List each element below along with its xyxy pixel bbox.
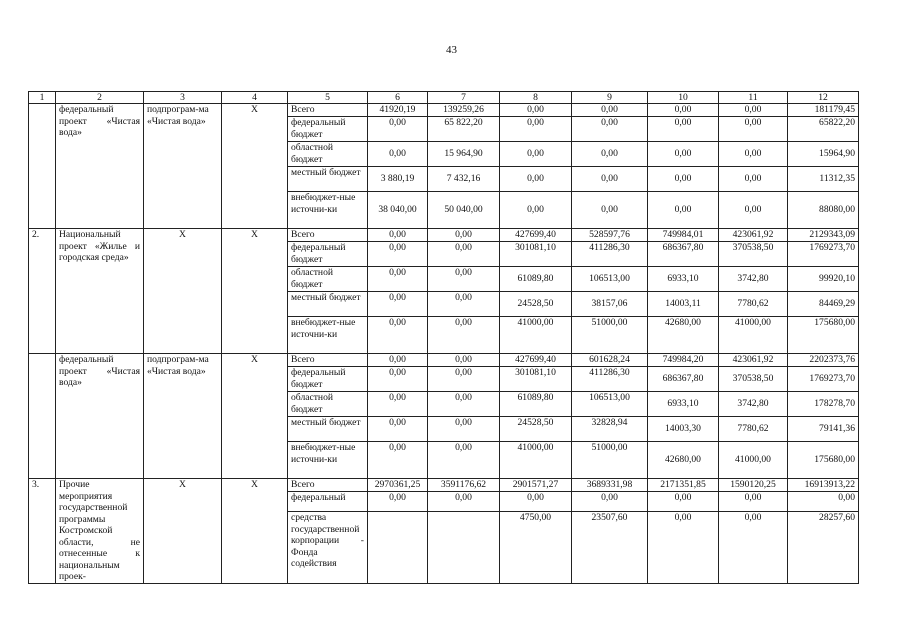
subprogram-cell: подпрограм-ма «Чистая вода» (144, 354, 222, 479)
value-cell: 3591176,62 (428, 479, 500, 492)
value-cell: 0,00 (368, 292, 428, 317)
value-cell: 14003,30 (648, 417, 719, 442)
value-cell: 0,00 (648, 117, 719, 142)
table-row (29, 354, 859, 367)
value-cell: 61089,80 (500, 267, 572, 292)
value-cell: 0,00 (572, 192, 648, 229)
value-cell: 0,00 (719, 104, 788, 117)
row-number: 2. (29, 229, 56, 354)
col-header: 9 (572, 92, 648, 104)
value-cell: 301081,10 (500, 242, 572, 267)
total-cell: 1769273,70 (788, 367, 859, 392)
value-cell: 0,00 (428, 417, 500, 442)
total-cell: 2202373,76 (788, 354, 859, 367)
value-cell: 3 880,19 (368, 167, 428, 192)
value-cell: 41000,00 (500, 442, 572, 479)
executor-cell: X (222, 229, 288, 354)
value-cell: 0,00 (368, 267, 428, 292)
activity-name: Прочие мероприятия государственной программы Костромской области, не отнесенные к национальным проек- (56, 479, 144, 584)
value-cell: 50 040,00 (428, 192, 500, 229)
source-label: областной бюджет (288, 142, 368, 167)
subprogram-cell: подпрограм-ма «Чистая вода» (144, 104, 222, 229)
value-cell: 0,00 (368, 392, 428, 417)
value-cell: 0,00 (368, 242, 428, 267)
value-cell: 2970361,25 (368, 479, 428, 492)
col-header: 7 (428, 92, 500, 104)
value-cell: 6933,10 (648, 392, 719, 417)
col-header: 11 (719, 92, 788, 104)
value-cell: 423061,92 (719, 229, 788, 242)
col-header: 12 (788, 92, 859, 104)
value-cell: 528597,76 (572, 229, 648, 242)
value-cell: 0,00 (719, 117, 788, 142)
value-cell: 0,00 (572, 142, 648, 167)
subprogram-cell: X (144, 229, 222, 354)
value-cell: 7 432,16 (428, 167, 500, 192)
total-cell: 2129343,09 (788, 229, 859, 242)
total-cell: 65822,20 (788, 117, 859, 142)
value-cell: 0,00 (428, 267, 500, 292)
activity-name: федеральный проект «Чистая вода» (56, 354, 144, 479)
source-label: внебюджет-ные источни-ки (288, 317, 368, 354)
value-cell: 24528,50 (500, 417, 572, 442)
executor-cell: X (222, 479, 288, 584)
row-number (29, 104, 56, 229)
activity-name: Национальный проект «Жилье и городская среда» (56, 229, 144, 354)
total-cell: 178278,70 (788, 392, 859, 417)
value-cell: 601628,24 (572, 354, 648, 367)
value-cell: 0,00 (719, 492, 788, 512)
value-cell: 0,00 (648, 492, 719, 512)
source-label: внебюджет-ные источни-ки (288, 192, 368, 229)
source-label: средства государственной корпорации - Фонда содействия (288, 512, 368, 584)
value-cell: 38 040,00 (368, 192, 428, 229)
source-label: Всего (288, 479, 368, 492)
value-cell: 0,00 (428, 392, 500, 417)
value-cell: 0,00 (572, 167, 648, 192)
value-cell: 106513,00 (572, 392, 648, 417)
value-cell: 0,00 (719, 192, 788, 229)
value-cell: 423061,92 (719, 354, 788, 367)
activity-name: федеральный проект «Чистая вода» (56, 104, 144, 229)
col-header: 3 (144, 92, 222, 104)
value-cell: 0,00 (648, 167, 719, 192)
source-label: областной бюджет (288, 267, 368, 292)
col-header: 6 (368, 92, 428, 104)
total-cell: 175680,00 (788, 442, 859, 479)
source-label: федеральный (288, 492, 368, 512)
value-cell: 42680,00 (648, 317, 719, 354)
value-cell: 0,00 (428, 317, 500, 354)
value-cell: 38157,06 (572, 292, 648, 317)
col-header: 4 (222, 92, 288, 104)
value-cell: 61089,80 (500, 392, 572, 417)
col-header: 5 (288, 92, 368, 104)
total-cell: 181179,45 (788, 104, 859, 117)
total-cell: 1769273,70 (788, 242, 859, 267)
value-cell (368, 512, 428, 584)
value-cell: 24528,50 (500, 292, 572, 317)
value-cell: 0,00 (368, 229, 428, 242)
value-cell: 15 964,90 (428, 142, 500, 167)
value-cell: 0,00 (500, 104, 572, 117)
value-cell: 3689331,98 (572, 479, 648, 492)
value-cell: 41000,00 (719, 317, 788, 354)
value-cell: 14003,11 (648, 292, 719, 317)
value-cell: 686367,80 (648, 367, 719, 392)
value-cell: 0,00 (500, 142, 572, 167)
source-label: Всего (288, 229, 368, 242)
value-cell: 0,00 (368, 317, 428, 354)
value-cell: 0,00 (648, 104, 719, 117)
value-cell: 749984,20 (648, 354, 719, 367)
source-label: федеральный бюджет (288, 367, 368, 392)
col-header: 1 (29, 92, 56, 104)
total-cell: 84469,29 (788, 292, 859, 317)
value-cell: 0,00 (368, 354, 428, 367)
budget-table (28, 91, 859, 584)
row-number: 3. (29, 479, 56, 584)
value-cell: 2171351,85 (648, 479, 719, 492)
table-row (29, 104, 859, 117)
value-cell: 0,00 (428, 354, 500, 367)
value-cell: 301081,10 (500, 367, 572, 392)
value-cell: 0,00 (368, 492, 428, 512)
total-cell: 79141,36 (788, 417, 859, 442)
value-cell: 0,00 (368, 417, 428, 442)
source-label: федеральный бюджет (288, 117, 368, 142)
col-header: 2 (56, 92, 144, 104)
value-cell: 0,00 (500, 192, 572, 229)
source-label: федеральный бюджет (288, 242, 368, 267)
source-label: местный бюджет (288, 167, 368, 192)
total-cell: 175680,00 (788, 317, 859, 354)
source-label: местный бюджет (288, 292, 368, 317)
value-cell: 1590120,25 (719, 479, 788, 492)
value-cell: 686367,80 (648, 242, 719, 267)
source-label: Всего (288, 354, 368, 367)
source-label: внебюджет-ные источни-ки (288, 442, 368, 479)
value-cell: 65 822,20 (428, 117, 500, 142)
value-cell: 0,00 (500, 117, 572, 142)
value-cell: 0,00 (648, 142, 719, 167)
value-cell: 32828,94 (572, 417, 648, 442)
value-cell: 0,00 (572, 104, 648, 117)
value-cell: 0,00 (368, 442, 428, 479)
value-cell: 3742,80 (719, 392, 788, 417)
table-row (29, 479, 859, 492)
value-cell: 41000,00 (500, 317, 572, 354)
value-cell: 0,00 (572, 117, 648, 142)
value-cell: 427699,40 (500, 354, 572, 367)
col-header: 10 (648, 92, 719, 104)
value-cell: 0,00 (500, 167, 572, 192)
value-cell: 0,00 (719, 512, 788, 584)
value-cell: 427699,40 (500, 229, 572, 242)
value-cell: 106513,00 (572, 267, 648, 292)
value-cell: 0,00 (648, 192, 719, 229)
subprogram-cell: X (144, 479, 222, 584)
value-cell: 0,00 (428, 292, 500, 317)
total-cell: 15964,90 (788, 142, 859, 167)
value-cell: 0,00 (428, 242, 500, 267)
value-cell: 23507,60 (572, 512, 648, 584)
value-cell: 370538,50 (719, 242, 788, 267)
total-cell: 99920,10 (788, 267, 859, 292)
total-cell: 88080,00 (788, 192, 859, 229)
table-row (29, 229, 859, 242)
value-cell: 41920,19 (368, 104, 428, 117)
executor-cell: X (222, 104, 288, 229)
source-label: местный бюджет (288, 417, 368, 442)
value-cell: 7780,62 (719, 417, 788, 442)
value-cell: 0,00 (719, 167, 788, 192)
value-cell: 0,00 (368, 117, 428, 142)
value-cell: 0,00 (648, 512, 719, 584)
value-cell: 411286,30 (572, 367, 648, 392)
value-cell: 2901571,27 (500, 479, 572, 492)
value-cell: 0,00 (368, 142, 428, 167)
value-cell: 0,00 (428, 367, 500, 392)
value-cell: 0,00 (500, 492, 572, 512)
value-cell: 7780,62 (719, 292, 788, 317)
value-cell: 6933,10 (648, 267, 719, 292)
value-cell: 0,00 (719, 142, 788, 167)
value-cell: 0,00 (428, 229, 500, 242)
value-cell: 42680,00 (648, 442, 719, 479)
page-number: 43 (446, 44, 457, 56)
value-cell: 749984,01 (648, 229, 719, 242)
total-cell: 16913913,22 (788, 479, 859, 492)
source-label: Всего (288, 104, 368, 117)
value-cell (428, 512, 500, 584)
value-cell: 139259,26 (428, 104, 500, 117)
source-label: областной бюджет (288, 392, 368, 417)
value-cell: 0,00 (428, 492, 500, 512)
value-cell: 51000,00 (572, 317, 648, 354)
total-cell: 28257,60 (788, 512, 859, 584)
col-header: 8 (500, 92, 572, 104)
value-cell: 4750,00 (500, 512, 572, 584)
executor-cell: X (222, 354, 288, 479)
value-cell: 411286,30 (572, 242, 648, 267)
value-cell: 0,00 (368, 367, 428, 392)
value-cell: 0,00 (572, 492, 648, 512)
row-number (29, 354, 56, 479)
value-cell: 41000,00 (719, 442, 788, 479)
value-cell: 370538,50 (719, 367, 788, 392)
total-cell: 0,00 (788, 492, 859, 512)
value-cell: 3742,80 (719, 267, 788, 292)
header-row (29, 92, 859, 104)
value-cell: 0,00 (428, 442, 500, 479)
total-cell: 11312,35 (788, 167, 859, 192)
value-cell: 51000,00 (572, 442, 648, 479)
